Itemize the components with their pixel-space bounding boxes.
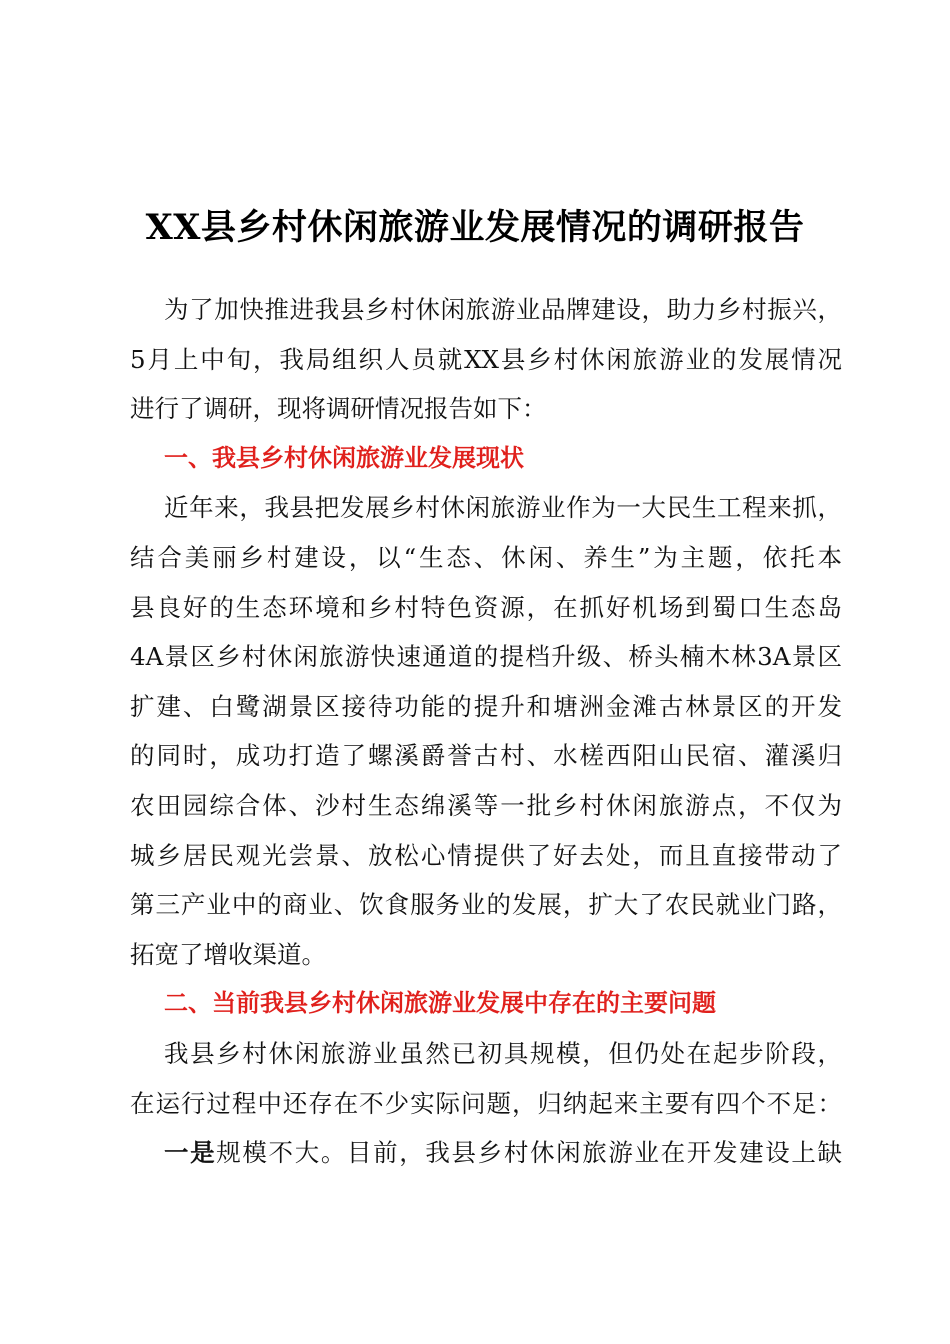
point-text: 规模不大。目前，我县乡村休闲旅游业在开发建设上缺 — [216, 1138, 842, 1168]
paragraph-line: 第三产业中的商业、饮食服务业的发展，扩大了农民就业门路， — [130, 890, 842, 920]
document-title: XX县乡村休闲旅游业发展情况的调研报告 — [145, 207, 805, 248]
point-label: 一是 — [164, 1138, 217, 1168]
paragraph-line: 农田园综合体、沙村生态绵溪等一批乡村休闲旅游点，不仅为 — [130, 790, 842, 820]
paragraph-line: 结合美丽乡村建设，以“生态、休闲、养生”为主题，依托本 — [130, 542, 842, 572]
paragraph-line: 城乡居民观光尝景、放松心情提供了好去处，而且直接带动了 — [130, 840, 842, 870]
paragraph-line: 县良好的生态环境和乡村特色资源，在抓好机场到蜀口生态岛 — [130, 592, 842, 622]
paragraph-line: 拓宽了增收渠道。 — [130, 939, 326, 969]
paragraph-line: 在运行过程中还存在不少实际问题，归纳起来主要有四个不足： — [130, 1088, 842, 1118]
paragraph-line: 4A景区乡村休闲旅游快速通道的提档升级、桥头楠木林3A景区 — [130, 642, 842, 672]
paragraph-line: 的同时，成功打造了螺溪爵誉古村、水槎西阳山民宿、灌溪归 — [130, 741, 842, 771]
paragraph-line: 为了加快推进我县乡村休闲旅游业品牌建设，助力乡村振兴， — [164, 295, 842, 324]
paragraph-line: 5月上中旬，我局组织人员就XX县乡村休闲旅游业的发展情况 — [130, 344, 842, 374]
document-body — [130, 285, 842, 1178]
paragraph-line: 扩建、白鹭湖景区接待功能的提升和塘洲金滩古林景区的开发 — [130, 691, 842, 721]
section-heading: 一、我县乡村休闲旅游业发展现状 — [164, 443, 524, 472]
point-line — [130, 1128, 842, 1178]
section-heading: 二、当前我县乡村休闲旅游业发展中存在的主要问题 — [164, 989, 716, 1018]
paragraph-line: 我县乡村休闲旅游业虽然已初具规模，但仍处在起步阶段， — [164, 1038, 842, 1068]
paragraph-line: 近年来，我县把发展乡村休闲旅游业作为一大民生工程来抓， — [164, 493, 842, 523]
paragraph-line: 进行了调研，现将调研情况报告如下： — [130, 394, 547, 424]
